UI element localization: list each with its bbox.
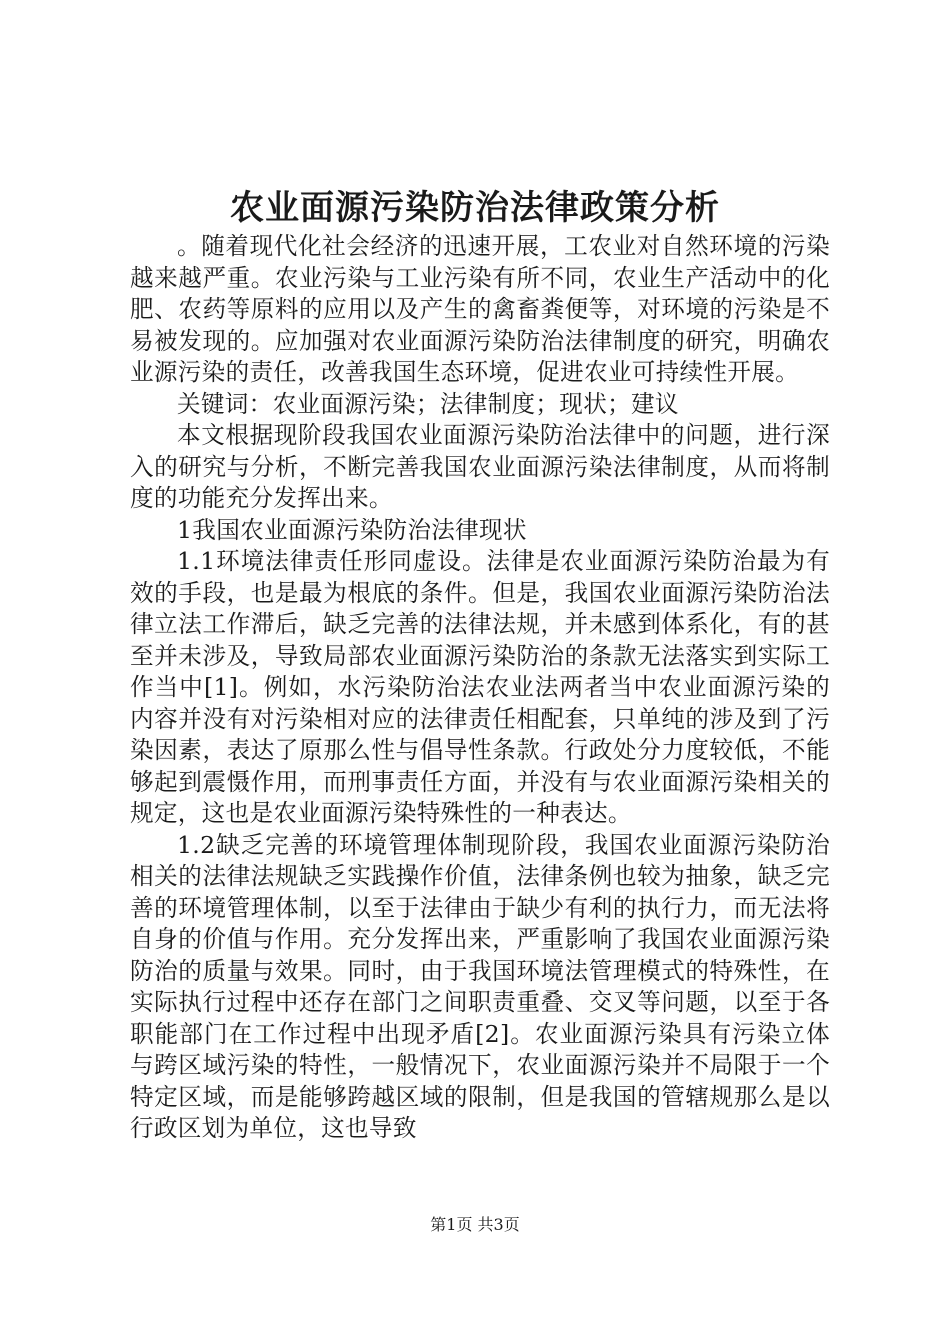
page-footer: 第1页 共3页 — [430, 1215, 520, 1234]
document-body — [130, 231, 830, 1145]
document-title: 农业面源污染防治法律政策分析 — [230, 188, 720, 228]
section-heading-1: 1我国农业面源污染防治法律现状 — [177, 515, 527, 544]
intro-paragraph: 本文根据现阶段我国农业面源污染防治法律中的问题，进行深入的研究与分析，不断完善我国农业面源污染法律制度，从而将制度的功能充分发挥出来。 — [130, 421, 830, 512]
section-1-1-paragraph: 1.1环境法律责任形同虚设。法律是农业面源污染防治最为有效的手段，也是最为根底的条件。但是，我国农业面源污染防治法律立法工作滞后，缺乏完善的法律法规，并未感到体系化，有的甚至并未涉及，导致局部农业面源污染防治的条款无法落实到实际工作当中[1]。例如，水污染防治法农业法两者当中农业面源污染的内容并没有对污染相对应的法律责任相配套，只单纯的涉及到了污染因素，表达了原那么性与倡导性条款。行政处分力度较低，不能够起到震慑作用，而刑事责任方面，并没有与农业面源污染相关的规定，这也是农业面源污染特殊性的一种表达。 — [130, 547, 830, 827]
keywords-paragraph: 关键词：农业面源污染；法律制度；现状；建议 — [177, 389, 679, 418]
section-1-2-paragraph: 1.2缺乏完善的环境管理体制现阶段，我国农业面源污染防治相关的法律法规缺乏实践操作价值，法律条例也较为抽象，缺乏完善的环境管理体制，以至于法律由于缺少有利的执行力，而无法将自身的价值与作用。充分发挥出来，严重影响了我国农业面源污染防治的质量与效果。同时，由于我国环境法管理模式的特殊性，在实际执行过程中还存在部门之间职责重叠、交叉等问题，以至于各职能部门在工作过程中出现矛盾[2]。农业面源污染具有污染立体与跨区域污染的特性，一般情况下，农业面源污染并不局限于一个特定区域，而是能够跨越区域的限制，但是我国的管辖规那么是以行政区划为单位，这也导致 — [130, 830, 830, 1142]
abstract-paragraph: 。随着现代化社会经济的迅速开展，工农业对自然环境的污染越来越严重。农业污染与工业污染有所不同，农业生产活动中的化肥、农药等原料的应用以及产生的禽畜粪便等，对环境的污染是不易被发现的。应加强对农业面源污染防治法律制度的研究，明确农业源污染的责任，改善我国生态环境，促进农业可持续性开展。 — [130, 232, 830, 386]
